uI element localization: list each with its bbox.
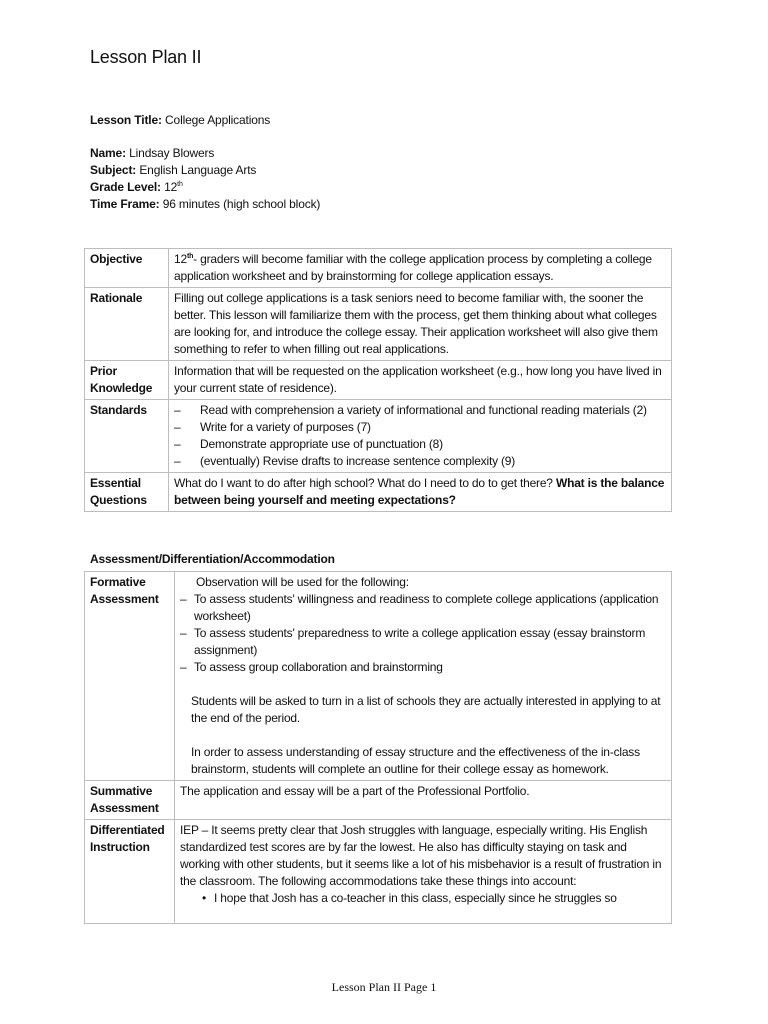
objective-text xyxy=(169,249,672,288)
formative-item: – To assess group collaboration and brainstorming xyxy=(180,659,667,676)
objective-grade-suffix: th xyxy=(186,253,194,260)
differentiated-row xyxy=(85,820,672,924)
essential-questions-row xyxy=(85,473,672,512)
standards-row xyxy=(85,400,672,473)
standards-cell xyxy=(169,400,672,473)
prior-knowledge-row xyxy=(85,361,672,400)
rationale-row xyxy=(85,288,672,361)
assessment-table xyxy=(84,571,672,924)
essential-questions-label: Essential Questions xyxy=(85,473,169,512)
rationale-label: Rationale xyxy=(85,288,169,361)
formative-item: – To assess students' preparedness to write a college application essay (essay brainstorm assignment) xyxy=(180,625,667,659)
essential-questions-bold: What is the balance between being yourself and meeting expectations? xyxy=(174,476,665,507)
summative-text: The application and essay will be a part of the Professional Portfolio. xyxy=(175,781,672,820)
name-value: Lindsay Blowers xyxy=(129,146,215,160)
essential-questions-text xyxy=(169,473,672,512)
differentiated-bullets-wrap xyxy=(180,890,667,921)
differentiated-text: IEP – It seems pretty clear that Josh struggles with language, especially writing. His English standardized test scores are by far the lowest. He also has difficulty staying on task and working with other students, but it seems like a lot of his misbehavior is a result of frustration in the classroom. The following accommodations take these things into account: xyxy=(180,823,662,888)
prior-knowledge-label: Prior Knowledge xyxy=(85,361,169,400)
grade-line xyxy=(90,179,320,196)
differentiated-bullet: • I hope that Josh has a co-teacher in this class, especially since he struggles so xyxy=(180,890,667,907)
lesson-title-label: Lesson Title: xyxy=(90,113,162,127)
standard-item: – Read with comprehension a variety of informational and functional reading materials (2) xyxy=(174,402,667,419)
lesson-plan-table xyxy=(84,248,672,512)
formative-paragraph: In order to assess understanding of essay structure and the effectiveness of the in-class brainstorm, students will complete an outline for their college essay as homework. xyxy=(191,745,640,776)
summative-row xyxy=(85,781,672,820)
standard-item: – (eventually) Revise drafts to increase sentence complexity (9) xyxy=(174,453,667,470)
lesson-title-value: College Applications xyxy=(165,113,271,127)
rationale-text: Filling out college applications is a task seniors need to become familiar with, the sooner the better. This lesson will familiarize them with the process, get them thinking about what colleges are looking for, and introduce the college essay. Their application worksheet will also give them something to refer to when filling out real applications. xyxy=(169,288,672,361)
prior-knowledge-text: Information that will be requested on the application worksheet (e.g., how long you have lived in your current state of residence). xyxy=(169,361,672,400)
objective-body: - graders will become familiar with the college application process by completing a college application worksheet and by brainstorming for college application essays. xyxy=(174,252,652,283)
grade-value: 12 xyxy=(164,180,178,194)
standards-list xyxy=(174,402,667,470)
objective-grade-number: 12 xyxy=(174,252,187,266)
standard-item: – Write for a variety of purposes (7) xyxy=(174,419,667,436)
formative-row xyxy=(85,572,672,781)
summative-label: Summative Assessment xyxy=(85,781,175,820)
formative-item: – To assess students' willingness and readiness to complete college applications (application worksheet) xyxy=(180,591,667,625)
formative-cell xyxy=(175,572,672,781)
differentiated-bullets xyxy=(180,890,667,907)
formative-paragraph: Students will be asked to turn in a list of schools they are actually interested in applying to at the end of the period. xyxy=(191,694,661,725)
time-frame-value: 96 minutes (high school block) xyxy=(162,197,321,211)
grade-suffix: th xyxy=(177,181,183,188)
subject-value: English Language Arts xyxy=(139,163,257,177)
objective-label: Objective xyxy=(85,249,169,288)
differentiated-cell xyxy=(175,820,672,924)
standard-item: – Demonstrate appropriate use of punctuation (8) xyxy=(174,436,667,453)
time-frame-line xyxy=(90,196,320,213)
lesson-title-line xyxy=(90,112,270,129)
name-line xyxy=(90,145,320,162)
grade-label: Grade Level: xyxy=(90,180,161,194)
subject-line xyxy=(90,162,320,179)
standards-label: Standards xyxy=(85,400,169,473)
page-footer: Lesson Plan II Page 1 xyxy=(331,980,437,994)
formative-intro: Observation will be used for the following: xyxy=(196,575,409,589)
name-label: Name: xyxy=(90,146,126,160)
subject-label: Subject: xyxy=(90,163,137,177)
objective-row xyxy=(85,249,672,288)
document-title: Lesson Plan II xyxy=(90,47,202,67)
essential-questions-plain: What do I want to do after high school? What do I need to do to get there? xyxy=(174,476,553,490)
differentiated-label: Differentiated Instruction xyxy=(85,820,175,924)
time-frame-label: Time Frame: xyxy=(90,197,160,211)
lesson-details xyxy=(90,145,320,213)
formative-label: Formative Assessment xyxy=(85,572,175,781)
assessment-heading: Assessment/Differentiation/Accommodation xyxy=(90,552,335,566)
